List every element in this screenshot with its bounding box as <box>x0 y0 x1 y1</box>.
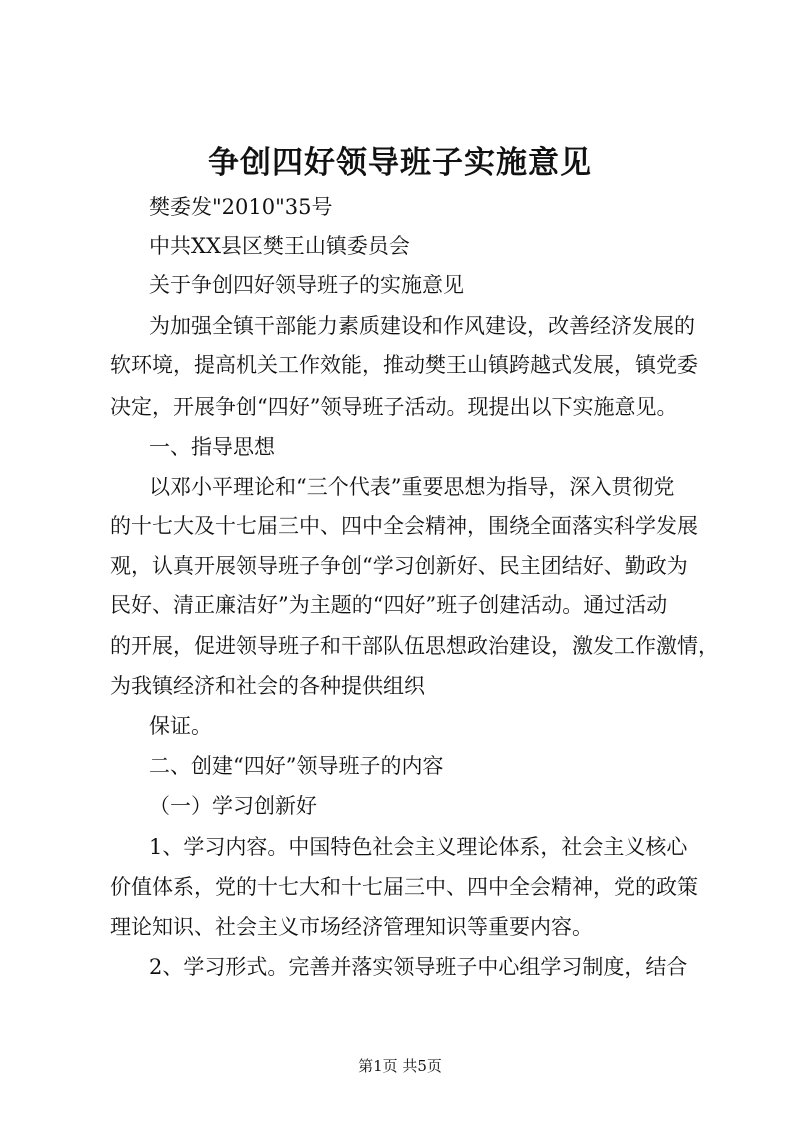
paragraph-line: 2、学习形式。完善并落实领导班子中心组学习制度，结合 <box>149 955 688 979</box>
doc-number-line: 樊委发"2010"35号 <box>149 195 333 219</box>
document-title: 争创四好领导班子实施意见 <box>208 145 592 181</box>
page-footer: 第1页 共5页 <box>358 1057 442 1075</box>
paragraph-line: 以邓小平理论和“三个代表”重要思想为指导，深入贯彻党 <box>149 475 675 499</box>
paragraph-line: 决定，开展争创“四好”领导班子活动。现提出以下实施意见。 <box>110 395 678 419</box>
paragraph-line: 理论知识、社会主义市场经济管理知识等重要内容。 <box>110 915 593 939</box>
issuer-line: 中共XX县区樊王山镇委员会 <box>149 234 410 258</box>
paragraph-line: 民好、清正廉洁好”为主题的“四好”班子创建活动。通过活动 <box>110 593 668 617</box>
paragraph-line: 的开展，促进领导班子和干部队伍思想政治建设，激发工作激情， <box>110 634 719 658</box>
paragraph-line: 保证。 <box>149 714 212 738</box>
section-heading: 二、创建“四好”领导班子的内容 <box>149 754 444 778</box>
section-heading: 一、指导思想 <box>149 435 275 459</box>
paragraph-line: 为我镇经济和社会的各种提供组织 <box>110 674 425 698</box>
paragraph-line: 为加强全镇干部能力素质建设和作风建设，改善经济发展的 <box>149 314 695 338</box>
paragraph-line: 价值体系，党的十七大和十七届三中、四中全会精神，党的政策 <box>110 875 698 899</box>
paragraph-line: 的十七大及十七届三中、四中全会精神，围绕全面落实科学发展 <box>110 514 698 538</box>
paragraph-line: 观，认真开展领导班子争创“学习创新好、民主团结好、勤政为 <box>110 554 688 578</box>
subject-line: 关于争创四好领导班子的实施意见 <box>149 273 464 297</box>
paragraph-line: 软环境，提高机关工作效能，推动樊王山镇跨越式发展，镇党委 <box>110 353 698 377</box>
paragraph-line: 1、学习内容。中国特色社会主义理论体系，社会主义核心 <box>149 835 688 859</box>
subsection-heading: （一）学习创新好 <box>149 794 317 818</box>
